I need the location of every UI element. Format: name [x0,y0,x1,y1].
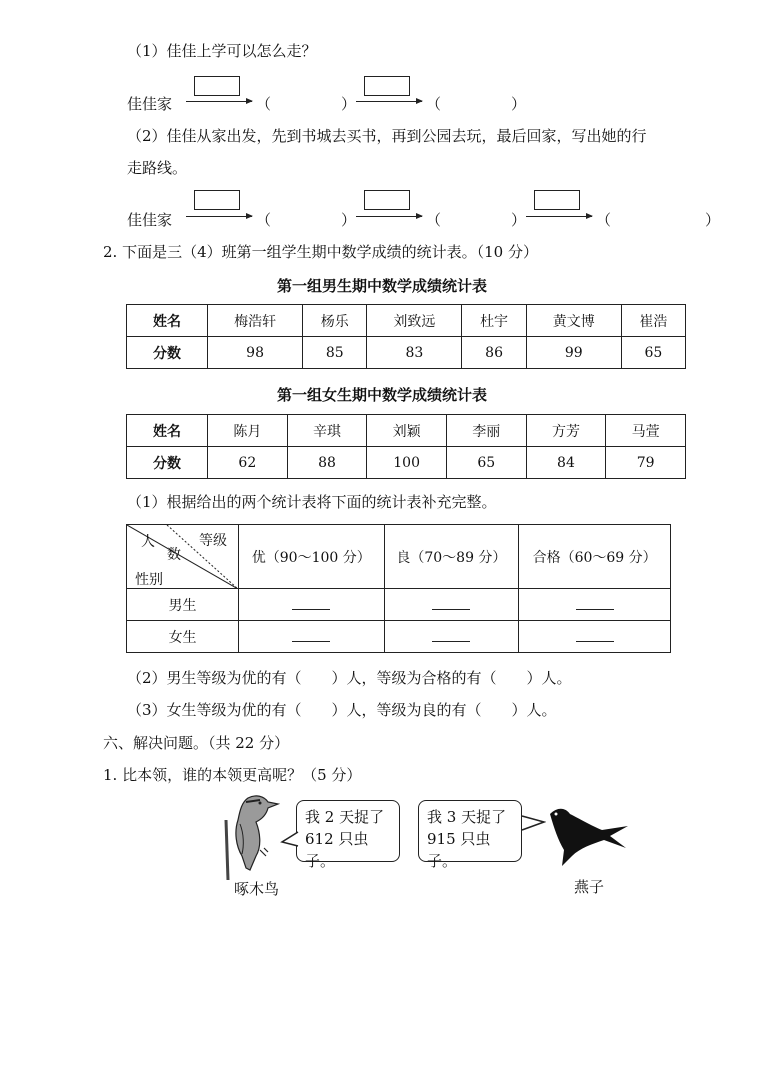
q2-sub3: （3）女生等级为优的有（ ）人，等级为良的有（ ）人。 [127,701,557,719]
direction-box[interactable] [364,76,410,96]
student-name: 刘致远 [367,305,462,337]
speech-line: 我 3 天捉了 [427,808,507,826]
route-start-label: 佳佳家 [127,211,173,229]
row-label-girls: 女生 [127,621,239,653]
q1-sub1-text: （1）佳佳上学可以怎么走？ [127,42,317,60]
student-name: 崔浩 [621,305,685,337]
score-header: 分数 [127,337,208,369]
student-name: 方芳 [526,415,606,447]
q6-1-text: 1. 比本领，谁的本领更高呢？（5 分） [103,766,362,784]
woodpecker-illustration [220,790,280,880]
student-name: 辛琪 [287,415,367,447]
q2-sub2: （2）男生等级为优的有（ ）人，等级为合格的有（ ）人。 [127,669,572,687]
route-start-label: 佳佳家 [127,95,173,113]
student-score: 100 [367,447,447,479]
student-name: 杨乐 [303,305,367,337]
student-score: 83 [367,337,462,369]
student-score: 88 [287,447,367,479]
answer-blank[interactable] [384,589,519,621]
speech-line: 915 只虫子。 [427,830,491,870]
boys-score-table [126,304,686,369]
speech-line: 我 2 天捉了 [305,808,385,826]
answer-blank[interactable] [384,621,519,653]
bubble-tail [280,830,300,850]
boys-table-title: 第一组男生期中数学成绩统计表 [276,277,487,295]
student-score: 98 [208,337,303,369]
student-score: 79 [606,447,686,479]
swallow-label: 燕子 [574,878,605,896]
grade-header: 合格（60～69 分） [519,525,671,589]
corner-grade: 等级 [199,533,227,549]
q2-heading: 2. 下面是三（4）班第一组学生期中数学成绩的统计表。（10 分） [103,243,538,261]
answer-blank[interactable] [239,621,385,653]
student-score: 65 [621,337,685,369]
direction-box[interactable] [364,190,410,210]
score-header: 分数 [127,447,208,479]
section-6-heading: 六、解决问题。（共 22 分） [103,734,290,752]
direction-box[interactable] [194,76,240,96]
swallow-speech-bubble [418,800,522,870]
woodpecker-speech-bubble [296,800,400,870]
grade-header: 良（70～89 分） [384,525,519,589]
student-score: 86 [462,337,526,369]
bubble-tail [520,814,546,834]
girls-score-table [126,414,686,479]
answer-blank[interactable] [519,589,671,621]
girls-table-title: 第一组女生期中数学成绩统计表 [276,386,487,404]
direction-box[interactable] [194,190,240,210]
woodpecker-label: 啄木鸟 [234,880,280,898]
student-name: 梅浩轩 [208,305,303,337]
student-score: 84 [526,447,606,479]
name-header: 姓名 [127,415,208,447]
corner-gender: 性别 [135,572,163,588]
corner-people: 人 [141,534,155,550]
student-score: 85 [303,337,367,369]
name-header: 姓名 [127,305,208,337]
place-blank[interactable]: （ ） [426,95,527,113]
place-blank[interactable]: （ ） [256,95,357,113]
row-label-boys: 男生 [127,589,239,621]
student-name: 李丽 [446,415,526,447]
student-name: 陈月 [208,415,288,447]
direction-box[interactable] [534,190,580,210]
place-blank[interactable]: （ ） [256,211,357,229]
student-name: 杜宇 [462,305,526,337]
arrow [356,101,422,102]
grade-header: 优（90～100 分） [239,525,385,589]
arrow [186,216,252,217]
swallow-illustration [544,800,630,870]
q1-sub2-line2: 走路线。 [127,159,188,177]
answer-blank[interactable] [519,621,671,653]
grade-count-table [126,524,671,653]
student-score: 99 [526,337,621,369]
answer-blank[interactable] [239,589,385,621]
student-name: 黄文博 [526,305,621,337]
speech-line: 612 只虫子。 [305,830,369,870]
student-score: 62 [208,447,288,479]
student-score: 65 [446,447,526,479]
place-blank[interactable]: （ ） [426,211,527,229]
arrow [356,216,422,217]
diagonal-header-cell [127,525,239,589]
q1-sub2-line1: （2）佳佳从家出发，先到书城去买书，再到公园去玩，最后回家，写出她的行 [127,127,647,145]
student-name: 刘颖 [367,415,447,447]
place-blank[interactable]: （ ） [596,211,721,229]
q2-sub1: （1）根据给出的两个统计表将下面的统计表补充完整。 [127,493,497,511]
arrow [186,101,252,102]
student-name: 马萱 [606,415,686,447]
arrow [526,216,592,217]
corner-count: 数 [167,547,181,563]
